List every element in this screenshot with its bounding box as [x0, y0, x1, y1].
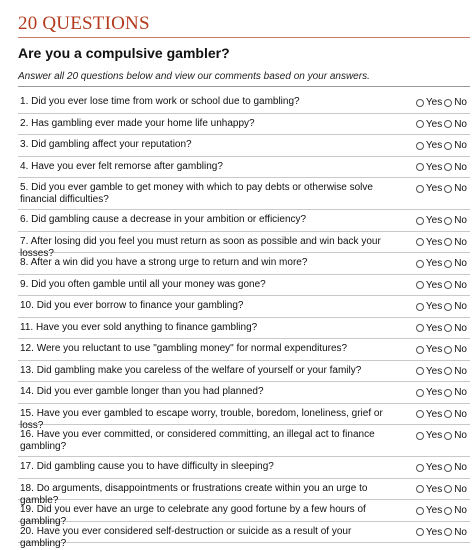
answer-yes-label: Yes [425, 215, 443, 226]
question-number: 3 . [20, 139, 31, 150]
radio-yes[interactable] [416, 217, 424, 225]
answer-options [415, 140, 468, 151]
answer-yes-option[interactable] [416, 237, 443, 248]
question-label: Did gambling affect your reputation? [31, 139, 192, 150]
question-label: Have you ever felt remorse after gambling? [31, 160, 223, 172]
answer-options [415, 366, 468, 377]
question-number: 17 . [20, 461, 37, 472]
question-row [18, 522, 470, 549]
question-label: Did gambling cause a decrease in your ambition or efficiency? [31, 214, 307, 225]
answer-options [415, 215, 468, 226]
question-label: After a win did you have a strong urge to return and win more? [30, 257, 308, 268]
answer-yes-option[interactable] [416, 162, 443, 173]
question-number: 2 . [20, 118, 31, 129]
radio-no[interactable] [444, 281, 452, 289]
answer-yes-label: Yes [425, 236, 443, 248]
answer-yes-option[interactable] [416, 462, 443, 473]
answer-yes-option[interactable] [416, 97, 443, 108]
radio-yes[interactable] [416, 324, 424, 332]
question-label: Did you ever lose time from work or school due to gambling? [31, 96, 300, 107]
answer-yes-option[interactable] [416, 366, 443, 377]
question-row [18, 296, 470, 318]
question-text [20, 182, 398, 206]
quiz-instructions: Answer all 20 questions below and view our comments based on your answers. [18, 71, 370, 82]
question-row [18, 135, 470, 157]
title-divider [18, 37, 470, 38]
question-text [20, 214, 398, 226]
radio-yes[interactable] [416, 389, 424, 397]
radio-no[interactable] [444, 464, 452, 472]
answer-yes-label: Yes [425, 462, 443, 473]
radio-no[interactable] [444, 432, 452, 440]
radio-no[interactable] [444, 260, 452, 268]
radio-no[interactable] [444, 163, 452, 171]
question-row [18, 92, 470, 114]
question-row [18, 275, 470, 297]
answer-options [415, 409, 468, 420]
question-row [18, 339, 470, 361]
question-row [18, 157, 470, 179]
answer-yes-option[interactable] [416, 344, 443, 355]
question-row [18, 479, 470, 506]
question-number: 12 . [20, 343, 37, 354]
quiz-subtitle: Are you a compulsive gambler? [18, 45, 230, 61]
answer-yes-option[interactable] [416, 280, 443, 291]
question-number: 13 . [20, 365, 37, 376]
question-row [18, 425, 470, 457]
answer-no-label: No [454, 161, 467, 173]
answer-options [415, 301, 468, 312]
answer-yes-label: Yes [425, 258, 443, 269]
answer-no-option[interactable] [444, 387, 468, 398]
question-text [20, 322, 398, 334]
answer-no-option[interactable] [444, 162, 468, 173]
question-label: Did you ever gamble to get money with which to pay debts or otherwise solve financial difficulties? [20, 182, 373, 205]
answer-yes-option[interactable] [416, 119, 443, 130]
radio-no[interactable] [444, 410, 452, 418]
radio-no[interactable] [444, 142, 452, 150]
answer-yes-label: Yes [425, 183, 443, 194]
answer-options [415, 119, 468, 130]
question-row [18, 457, 470, 479]
answer-no-label: No [454, 97, 467, 108]
question-row [18, 232, 470, 259]
page-title: 20 QUESTIONS [18, 13, 150, 34]
question-row [18, 500, 470, 527]
answer-no-label: No [454, 430, 467, 441]
answer-options [415, 237, 468, 248]
answer-yes-option[interactable] [416, 301, 443, 312]
radio-yes[interactable] [416, 99, 424, 107]
answer-no-option[interactable] [444, 183, 468, 194]
answer-yes-option[interactable] [416, 140, 443, 151]
question-text [20, 118, 398, 130]
question-label: Were you reluctant to use "gambling money" for normal expenditures? [36, 343, 348, 354]
answer-no-option[interactable] [444, 527, 468, 538]
answer-no-label: No [454, 387, 467, 398]
answer-yes-label: Yes [425, 365, 443, 377]
question-number: 5 . [20, 182, 31, 193]
radio-no[interactable] [444, 346, 452, 354]
radio-yes[interactable] [416, 367, 424, 375]
radio-yes[interactable] [416, 303, 424, 311]
radio-no[interactable] [444, 389, 452, 397]
question-number: 16 . [20, 429, 37, 440]
radio-yes[interactable] [416, 507, 424, 515]
answer-no-label: No [454, 279, 467, 291]
question-text [20, 429, 398, 453]
answer-no-option[interactable] [444, 237, 468, 248]
answer-no-label: No [454, 258, 467, 269]
answer-no-label: No [454, 344, 467, 355]
question-row [18, 210, 470, 232]
answer-yes-option[interactable] [416, 183, 443, 194]
question-number: 8 . [20, 257, 31, 268]
answer-no-label: No [454, 526, 467, 538]
answer-no-option[interactable] [444, 258, 468, 269]
question-label: Did you ever borrow to finance your gambling? [36, 300, 244, 311]
question-text [20, 96, 398, 108]
answer-yes-option[interactable] [416, 409, 443, 420]
question-number: 11 . [20, 322, 36, 333]
radio-no[interactable] [444, 238, 452, 246]
question-label: Did gambling make you careless of the welfare of yourself or your family? [36, 364, 362, 376]
answer-options [415, 387, 468, 398]
answer-no-option[interactable] [444, 366, 468, 377]
answer-no-label: No [454, 215, 467, 226]
question-number: 9 . [20, 279, 31, 290]
question-label: Did you ever have an urge to celebrate any good fortune by a few hours of gambling? [20, 504, 366, 527]
answer-yes-option[interactable] [416, 505, 443, 516]
radio-yes[interactable] [416, 464, 424, 472]
answer-yes-label: Yes [425, 322, 443, 334]
radio-no[interactable] [444, 485, 452, 493]
answer-no-option[interactable] [444, 140, 468, 151]
answer-options [415, 183, 468, 194]
question-row [18, 114, 470, 136]
question-text [20, 461, 398, 473]
question-number: 10 . [20, 300, 37, 311]
radio-no[interactable] [444, 120, 452, 128]
question-text [20, 257, 398, 269]
answer-no-option[interactable] [444, 462, 468, 473]
question-text [20, 365, 398, 377]
answer-no-label: No [454, 118, 467, 130]
answer-options [415, 280, 468, 291]
answer-no-option[interactable] [444, 215, 468, 226]
answer-yes-option[interactable] [416, 484, 443, 495]
question-text [20, 300, 398, 312]
answer-yes-label: Yes [425, 430, 443, 441]
answer-yes-label: Yes [425, 97, 443, 108]
answer-options [415, 484, 468, 495]
instructions-divider [18, 86, 470, 87]
radio-yes[interactable] [416, 260, 424, 268]
answer-options [415, 430, 468, 441]
question-text [20, 279, 398, 291]
answer-yes-label: Yes [425, 505, 443, 516]
radio-yes[interactable] [416, 410, 424, 418]
answer-no-option[interactable] [444, 119, 468, 130]
question-number: 18 . [20, 483, 37, 494]
question-number: 19 . [20, 504, 37, 515]
question-row [18, 361, 470, 383]
answer-no-label: No [454, 408, 467, 420]
radio-no[interactable] [444, 99, 452, 107]
answer-no-option[interactable] [444, 323, 468, 334]
answer-options [415, 527, 468, 538]
radio-yes[interactable] [416, 432, 424, 440]
question-label: Did you often gamble until all your money was gone? [31, 278, 266, 290]
question-row [18, 318, 470, 340]
radio-yes[interactable] [416, 346, 424, 354]
answer-yes-option[interactable] [416, 323, 443, 334]
answer-options [415, 323, 468, 334]
answer-no-option[interactable] [444, 280, 468, 291]
answer-no-label: No [454, 236, 467, 248]
answer-yes-label: Yes [425, 408, 443, 420]
question-number: 7 . [20, 236, 31, 247]
question-row [18, 404, 470, 431]
question-list [18, 92, 470, 549]
radio-yes[interactable] [416, 142, 424, 150]
radio-no[interactable] [444, 324, 452, 332]
question-label: After losing did you feel you must return as soon as possible and win back your losses? [20, 235, 381, 259]
answer-yes-option[interactable] [416, 215, 443, 226]
answer-no-label: No [454, 483, 467, 495]
radio-no[interactable] [444, 507, 452, 515]
radio-yes[interactable] [416, 163, 424, 171]
question-text [20, 386, 398, 398]
question-label: Has gambling ever made your home life unhappy? [31, 117, 255, 129]
answer-no-option[interactable] [444, 430, 468, 441]
radio-yes[interactable] [416, 281, 424, 289]
question-text [20, 343, 398, 355]
answer-no-option[interactable] [444, 409, 468, 420]
question-number: 14 . [20, 386, 37, 397]
question-row [18, 178, 470, 210]
answer-no-label: No [454, 183, 467, 194]
answer-no-option[interactable] [444, 484, 468, 495]
question-number: 1 . [20, 96, 31, 107]
question-label: Have you ever committed, or considered committing, an illegal act to finance gambling? [20, 429, 375, 452]
answer-yes-label: Yes [425, 483, 443, 495]
question-label: Have you ever sold anything to finance gambling? [35, 321, 258, 333]
question-text [20, 526, 398, 550]
radio-yes[interactable] [416, 238, 424, 246]
answer-no-label: No [454, 140, 467, 151]
answer-yes-label: Yes [425, 140, 443, 151]
answer-yes-option[interactable] [416, 258, 443, 269]
radio-no[interactable] [444, 367, 452, 375]
answer-no-label: No [454, 322, 467, 334]
radio-yes[interactable] [416, 485, 424, 493]
answer-options [415, 97, 468, 108]
question-number: 15 . [20, 408, 37, 419]
answer-no-label: No [454, 462, 467, 473]
question-row [18, 382, 470, 404]
answer-no-option[interactable] [444, 505, 468, 516]
question-label: Have you ever gambled to escape worry, trouble, boredom, loneliness, grief or loss? [20, 407, 383, 431]
radio-no[interactable] [444, 217, 452, 225]
radio-no[interactable] [444, 303, 452, 311]
answer-no-label: No [454, 365, 467, 377]
question-text [20, 161, 398, 173]
answer-no-label: No [454, 301, 467, 312]
answer-yes-label: Yes [425, 344, 443, 355]
answer-yes-label: Yes [425, 526, 443, 538]
question-label: Did you ever gamble longer than you had planned? [36, 386, 264, 397]
question-text [20, 139, 398, 151]
radio-yes[interactable] [416, 185, 424, 193]
question-number: 20 . [20, 526, 37, 537]
radio-no[interactable] [444, 528, 452, 536]
radio-no[interactable] [444, 185, 452, 193]
answer-options [415, 258, 468, 269]
question-label: Do arguments, disappointments or frustrations create within you an urge to gamble? [20, 482, 368, 506]
answer-no-label: No [454, 505, 467, 516]
answer-yes-option[interactable] [416, 527, 443, 538]
question-label: Did gambling cause you to have difficulty in sleeping? [36, 461, 274, 472]
answer-options [415, 462, 468, 473]
question-number: 6 . [20, 214, 31, 225]
answer-yes-label: Yes [425, 118, 443, 130]
answer-yes-label: Yes [425, 387, 443, 398]
question-row [18, 253, 470, 275]
answer-options [415, 505, 468, 516]
answer-no-option[interactable] [444, 97, 468, 108]
answer-options [415, 162, 468, 173]
question-label: Have you ever considered self-destruction or suicide as a result of your gambling? [20, 525, 352, 549]
question-number: 4 . [20, 161, 31, 172]
answer-no-option[interactable] [444, 344, 468, 355]
answer-options [415, 344, 468, 355]
answer-no-option[interactable] [444, 301, 468, 312]
radio-yes[interactable] [416, 528, 424, 536]
radio-yes[interactable] [416, 120, 424, 128]
answer-yes-label: Yes [425, 161, 443, 173]
answer-yes-label: Yes [425, 279, 443, 291]
answer-yes-label: Yes [425, 301, 443, 312]
answer-yes-option[interactable] [416, 387, 443, 398]
answer-yes-option[interactable] [416, 430, 443, 441]
